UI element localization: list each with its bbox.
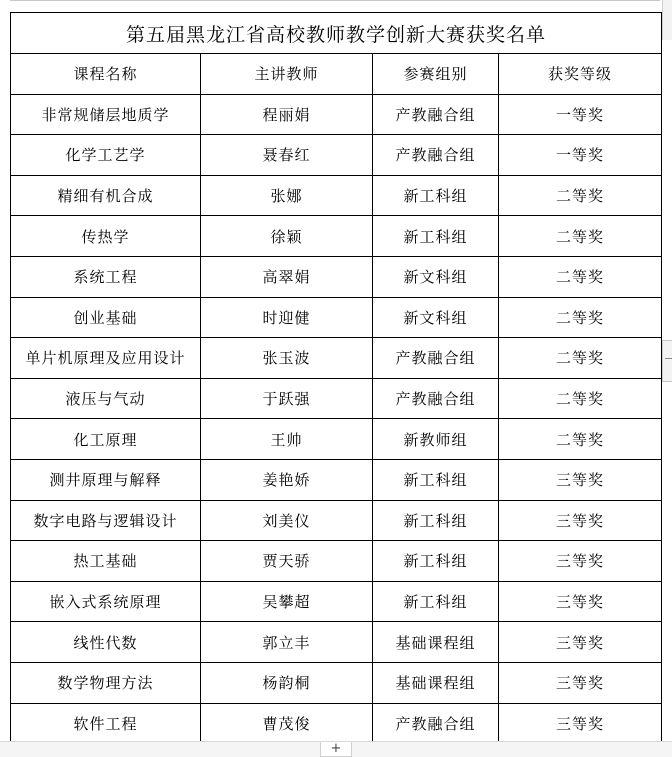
award-level-cell: 二等奖 bbox=[499, 338, 662, 379]
teacher-cell: 姜艳娇 bbox=[201, 459, 373, 500]
table-row bbox=[11, 541, 662, 582]
course-name-cell: 数字电路与逻辑设计 bbox=[11, 500, 201, 541]
table-row bbox=[11, 419, 662, 460]
group-cell: 新工科组 bbox=[373, 581, 499, 622]
course-name-cell: 系统工程 bbox=[11, 256, 201, 297]
table-row bbox=[11, 94, 662, 135]
course-name-cell: 测井原理与解释 bbox=[11, 459, 201, 500]
course-name-cell: 液压与气动 bbox=[11, 378, 201, 419]
resize-handle-tick bbox=[665, 358, 672, 359]
award-level-cell: 一等奖 bbox=[499, 135, 662, 176]
award-level-cell: 三等奖 bbox=[499, 541, 662, 582]
table-row bbox=[11, 297, 662, 338]
course-name-cell: 线性代数 bbox=[11, 622, 201, 663]
table-row bbox=[11, 338, 662, 379]
teacher-cell: 郭立丰 bbox=[201, 622, 373, 663]
table-row bbox=[11, 378, 662, 419]
teacher-cell: 时迎健 bbox=[201, 297, 373, 338]
course-name-cell: 化学工艺学 bbox=[11, 135, 201, 176]
award-level-cell: 三等奖 bbox=[499, 459, 662, 500]
teacher-cell: 张玉波 bbox=[201, 338, 373, 379]
course-name-cell: 单片机原理及应用设计 bbox=[11, 338, 201, 379]
award-level-cell: 二等奖 bbox=[499, 419, 662, 460]
course-name-cell: 化工原理 bbox=[11, 419, 201, 460]
teacher-cell: 徐颖 bbox=[201, 216, 373, 257]
course-name-cell: 数学物理方法 bbox=[11, 662, 201, 703]
group-cell: 新文科组 bbox=[373, 256, 499, 297]
group-cell: 新工科组 bbox=[373, 175, 499, 216]
group-cell: 产教融合组 bbox=[373, 338, 499, 379]
group-cell: 新工科组 bbox=[373, 216, 499, 257]
group-cell: 新教师组 bbox=[373, 419, 499, 460]
course-name-cell: 非常规储层地质学 bbox=[11, 94, 201, 135]
table-row bbox=[11, 216, 662, 257]
award-level-cell: 二等奖 bbox=[499, 216, 662, 257]
table-row bbox=[11, 703, 662, 744]
group-cell: 产教融合组 bbox=[373, 703, 499, 744]
title-row bbox=[11, 13, 662, 54]
teacher-cell: 杨韵桐 bbox=[201, 662, 373, 703]
group-cell: 新工科组 bbox=[373, 459, 499, 500]
course-name-cell: 嵌入式系统原理 bbox=[11, 581, 201, 622]
add-row-button[interactable]: + bbox=[320, 742, 352, 757]
group-cell: 新工科组 bbox=[373, 541, 499, 582]
group-cell: 新工科组 bbox=[373, 500, 499, 541]
header-teacher: 主讲教师 bbox=[201, 54, 373, 95]
group-cell: 新文科组 bbox=[373, 297, 499, 338]
teacher-cell: 贾天骄 bbox=[201, 541, 373, 582]
award-level-cell: 三等奖 bbox=[499, 581, 662, 622]
teacher-cell: 高翠娟 bbox=[201, 256, 373, 297]
course-name-cell: 热工基础 bbox=[11, 541, 201, 582]
award-level-cell: 二等奖 bbox=[499, 297, 662, 338]
award-level-cell: 三等奖 bbox=[499, 622, 662, 663]
table-row bbox=[11, 622, 662, 663]
teacher-cell: 刘美仪 bbox=[201, 500, 373, 541]
header-row bbox=[11, 54, 662, 95]
award-level-cell: 三等奖 bbox=[499, 703, 662, 744]
teacher-cell: 张娜 bbox=[201, 175, 373, 216]
teacher-cell: 王帅 bbox=[201, 419, 373, 460]
course-name-cell: 传热学 bbox=[11, 216, 201, 257]
table-row bbox=[11, 175, 662, 216]
group-cell: 产教融合组 bbox=[373, 378, 499, 419]
course-name-cell: 创业基础 bbox=[11, 297, 201, 338]
table-resize-handle-middle[interactable] bbox=[662, 340, 672, 382]
table-row bbox=[11, 662, 662, 703]
teacher-cell: 聂春红 bbox=[201, 135, 373, 176]
group-cell: 产教融合组 bbox=[373, 94, 499, 135]
award-level-cell: 二等奖 bbox=[499, 175, 662, 216]
table-row bbox=[11, 500, 662, 541]
teacher-cell: 曹茂俊 bbox=[201, 703, 373, 744]
award-table bbox=[10, 12, 662, 744]
table-row bbox=[11, 135, 662, 176]
page-top-edge bbox=[10, 0, 660, 6]
group-cell: 基础课程组 bbox=[373, 622, 499, 663]
group-cell: 基础课程组 bbox=[373, 662, 499, 703]
table-resize-handle-top[interactable] bbox=[662, 0, 672, 40]
teacher-cell: 程丽娟 bbox=[201, 94, 373, 135]
header-group: 参赛组别 bbox=[373, 54, 499, 95]
course-name-cell: 软件工程 bbox=[11, 703, 201, 744]
header-course: 课程名称 bbox=[11, 54, 201, 95]
table-row bbox=[11, 459, 662, 500]
table-row bbox=[11, 256, 662, 297]
group-cell: 产教融合组 bbox=[373, 135, 499, 176]
table-row bbox=[11, 581, 662, 622]
award-level-cell: 一等奖 bbox=[499, 94, 662, 135]
header-award: 获奖等级 bbox=[499, 54, 662, 95]
award-level-cell: 二等奖 bbox=[499, 256, 662, 297]
course-name-cell: 精细有机合成 bbox=[11, 175, 201, 216]
award-level-cell: 三等奖 bbox=[499, 500, 662, 541]
table-title: 第五届黑龙江省高校教师教学创新大赛获奖名单 bbox=[11, 13, 662, 54]
teacher-cell: 于跃强 bbox=[201, 378, 373, 419]
award-level-cell: 三等奖 bbox=[499, 662, 662, 703]
teacher-cell: 吴攀超 bbox=[201, 581, 373, 622]
award-level-cell: 二等奖 bbox=[499, 378, 662, 419]
